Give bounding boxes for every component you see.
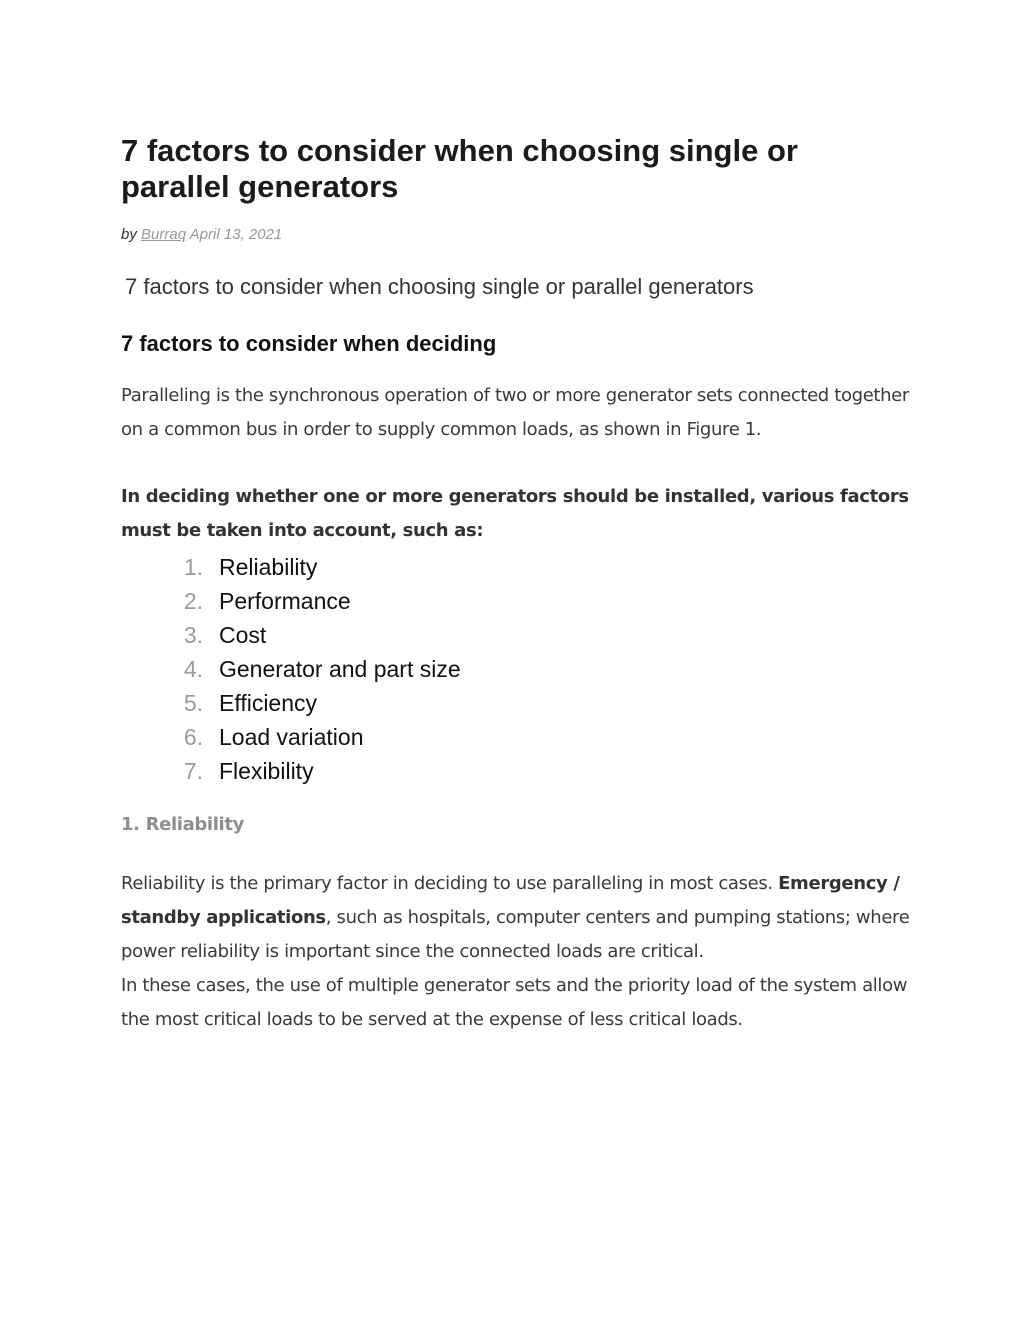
list-item-number: 3.: [183, 622, 203, 648]
list-item-label: Performance: [219, 588, 351, 614]
factor-list: [121, 550, 461, 788]
reliability-text-end: , such as hospitals, computer centers and pumping stations; where power reliability is important since the connected loads are critical.: [121, 907, 910, 962]
article-subtitle: 7 factors to consider when choosing single or parallel generators: [125, 274, 754, 299]
list-item-label: Flexibility: [219, 758, 314, 784]
list-item: [121, 754, 461, 788]
list-item: [121, 720, 461, 754]
reliability-paragraph: [121, 867, 911, 969]
list-item-number: 4.: [183, 656, 203, 682]
priority-load-paragraph: In these cases, the use of multiple generator sets and the priority load of the system allow the most critical loads to be served at the expense of less critical loads.: [121, 975, 908, 1030]
reliability-body: [121, 867, 911, 1037]
author-link[interactable]: Burraq: [141, 226, 187, 243]
intro-paragraph: Paralleling is the synchronous operation of two or more generator sets connected together on a common bus in order to supply common loads, as shown in Figure 1.: [121, 385, 909, 440]
section-heading: 7 factors to consider when deciding: [121, 331, 497, 356]
list-item: [121, 584, 461, 618]
list-item-label: Load variation: [219, 724, 364, 750]
list-item-label: Reliability: [219, 554, 318, 580]
byline-by: by: [121, 226, 137, 243]
reliability-text-start: Reliability is the primary factor in deciding to use paralleling in most cases.: [121, 873, 773, 894]
list-item-label: Generator and part size: [219, 656, 461, 682]
list-item-label: Efficiency: [219, 690, 318, 716]
list-item-number: 2.: [183, 588, 203, 614]
byline: [121, 226, 282, 244]
emergency-standby-emphasis: Emergency / standby applications: [121, 873, 900, 928]
list-item-number: 7.: [183, 758, 203, 784]
lead-in-paragraph: In deciding whether one or more generators should be installed, various factors must be taken into account, such as:: [121, 486, 909, 541]
page-title: 7 factors to consider when choosing single or parallel generators: [121, 133, 798, 204]
list-item: [121, 686, 461, 720]
list-item-number: 5.: [183, 690, 203, 716]
reliability-heading: 1. Reliability: [121, 814, 245, 835]
list-item: [121, 618, 461, 652]
list-item: [121, 652, 461, 686]
list-item-number: 6.: [183, 724, 203, 750]
list-item-number: 1.: [183, 554, 203, 580]
list-item-label: Cost: [219, 622, 267, 648]
publish-date: April 13, 2021: [189, 226, 283, 243]
list-item: [121, 550, 461, 584]
